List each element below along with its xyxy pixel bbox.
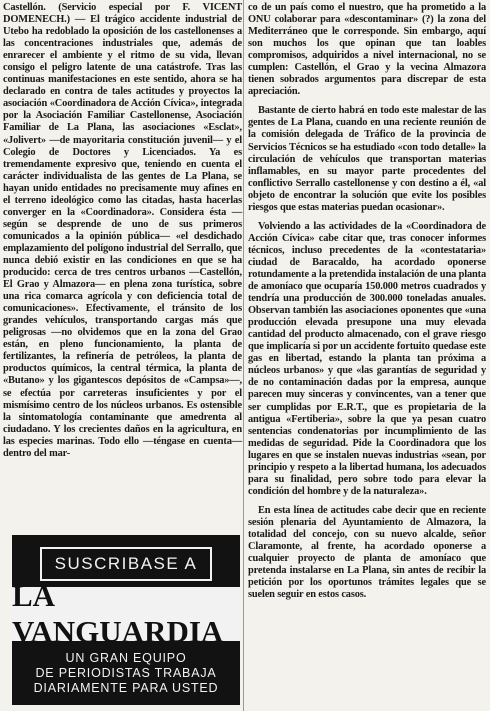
article-column-right <box>248 2 486 603</box>
article-paragraph: Castellón. (Servicio especial por F. VICENT DOMENECH.) — El trágico accidente industrial de Utebo ha redoblado la oposición de los castellonenses a las concentraciones industriales que, además de enrarecer el ambiente y el ritmo de su vida, llevan consigo el peligro latente de una catástrofe. Tras las continuas manifestaciones en este sentido, ahora se ha declarado en contra de tales actitudes y proyectos la asociación «Coordinadora de Acción Cívica», integrada por la Asociación Familiar Castellonense, Asociación Familiar de La Plana, las asociaciones «Esclat», «Jolivert» —de mayoritaria constitución juvenil— y el Colegio de Doctores y Licenciados. Ya es tremendamente expresivo que, teniendo en cuenta el carácter individualista de las gentes de La Plana, se hayan unido entidades no precisamente muy afines en el terreno ideológico como las citadas, hasta hacerlas converger en la «Coordinadora». Considera ésta —según se desprende de uno de sus primeros comunicados a la opinión pública— «el desdichado emplazamiento del polígono industrial del Serrallo, que nunca debió existir en las condiciones en que se ha producido: cerca de tres centros urbanos —Castellón, El Grao y Almazora— en plena zona turística, sobre una rica comarca agrícola y con deficiencia total de comunicaciones». Efectivamente, el tránsito de los grandes vehículos, transportando cargas más que peligrosas —no olvidemos que en la zona del Grao están, en pleno funcionamiento, la planta de fertilizantes, la refinería de petróleos, la planta de productos químicos, la central térmica, la planta de «Butano» y los gigantescos depósitos de «Campsa»—, se efectúa por carreteras insuficientes y por el mismísimo centro de los núcleos urbanos. Es ostensible la sintomatología contaminante que amedrenta al ciudadano. Y los crecientes daños en la agricultura, en las especies marinas. Todo ello —téngase en cuenta— dentro del mar- <box>3 2 242 459</box>
advert-tagline-line: UN GRAN EQUIPO <box>65 651 187 665</box>
article-paragraph: Volviendo a las actividades de la «Coordinadora de Acción Cívica» cabe citar que, tras conocer informes técnicos, incluso precedentes de la «contestataria» ciudad de Baracaldo, ha acordado oponerse rotundamente a la pretendida instalación de una planta de amoníaco que ocuparía 150.000 metros cuadrados y tendría una producción de 300.000 toneladas anuales. Observan también las asociaciones oponentes que «una producción elevada presupone una muy elevada cantidad del producto almacenado, con el grave riesgo que implicaría si por un accidente fortuito quedase este gas en libertad, estando la planta tan próxima a núcleos urbanos» y que «las garantías de seguridad y de no contaminación dadas por la empresa, aunque parecen muy sinceras y convincentes, van a tener que ser cumplidas por E.R.T., que es propietaria de la antigua «Fertiberia», sobre la que ya pesan cuatro sentencias condenatorias por incumplimiento de las medidas de seguridad. Pide la Coordinadora que los lugares en que se instalen nuevas industrias «sean, por principio y respeto a la libertad humana, los adecuados para su finalidad, pero sobre todo para elevar la condición del hombre y de la naturaleza». <box>248 220 486 497</box>
advert-headline: SUSCRIBASE A <box>40 547 212 581</box>
article-paragraph: co de un país como el nuestro, que ha prometido a la ONU colaborar para «descontaminar» (?) la zona del Mediterráneo que le corresponde. Sin embargo, aquí son muchos los que opinan que tan loables compromisos, adquiridos a nivel internacional, no se cumplen: Castellón, el Grao y la vecina Almazora tienen sobrados argumentos para discrepar de esta apreciación. <box>248 2 486 98</box>
column-divider <box>243 0 244 711</box>
article-column-left <box>3 2 242 462</box>
article-paragraph: Bastante de cierto habrá en todo este malestar de las gentes de La Plana, cuando en una reciente reunión de la comisión delegada de Tráfico de la provincia de Servicios Técnicos se ha estudiado «con todo detalle» la circulación de vehículos que transportan materias inflamables, en su mayor parte procedentes del conflictivo Serrallo castellonense y con destino a él, «al objeto de encontrar la solución que evite los posibles riesgos que estas materias puedan ocasionar». <box>248 105 486 213</box>
advert-brand-logo: LA VANGUARDIA <box>12 587 240 641</box>
advert-tagline <box>12 651 240 696</box>
advert-tagline-line: DE PERIODISTAS TRABAJA <box>35 666 217 680</box>
advert-tagline-line: DIARIAMENTE PARA USTED <box>33 681 219 695</box>
article-paragraph: En esta línea de actitudes cabe decir que en reciente sesión plenaria del Ayuntamiento de Almazora, la totalidad del concejo, con su nuevo alcalde, señor Claramonte, al frente, ha acordado oponerse a cualquier proyecto de planta de amoníaco que pretenda instalarse en La Plana, sin antes de recibir la petición por los oportunos trámites legales que se suelen seguir en estos casos. <box>248 504 486 601</box>
subscription-advert <box>12 535 240 705</box>
